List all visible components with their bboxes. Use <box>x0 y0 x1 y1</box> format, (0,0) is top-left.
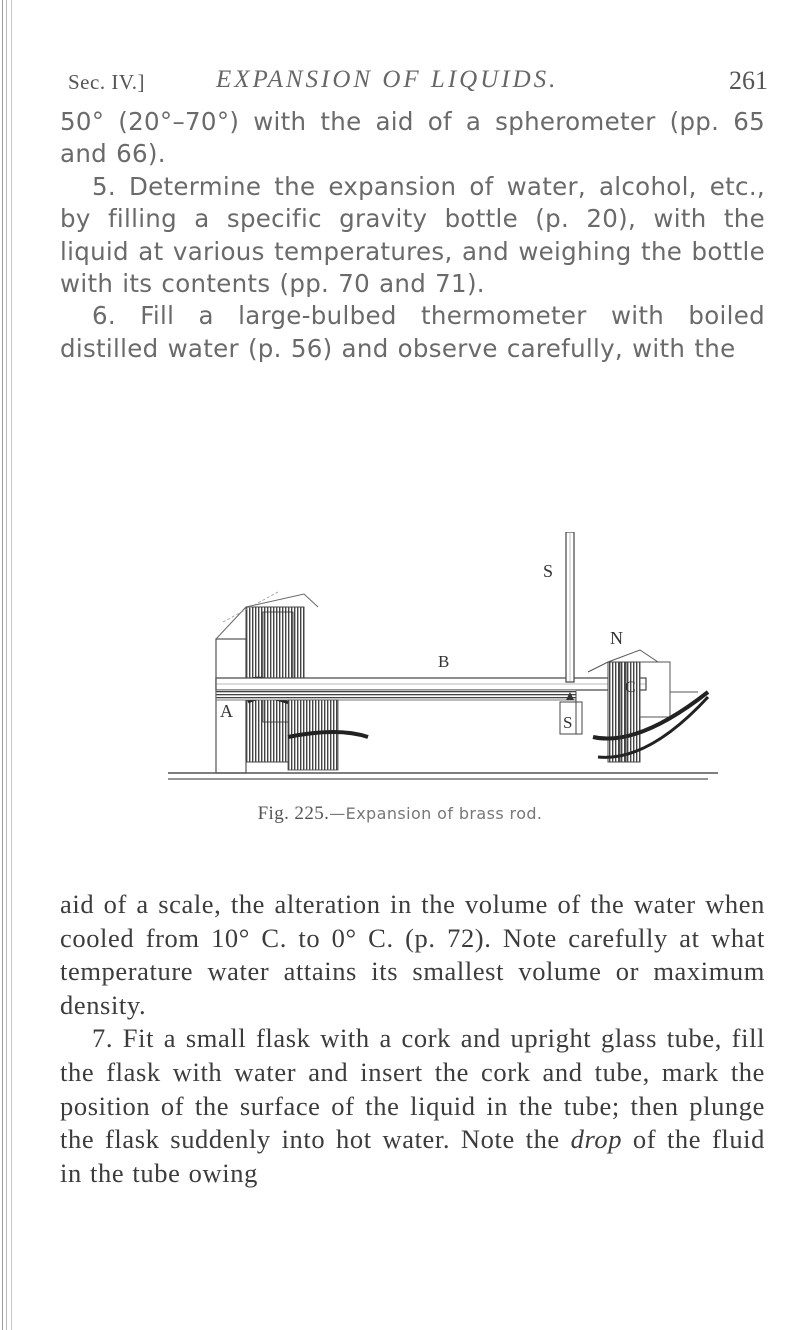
apparatus-illustration <box>168 532 728 792</box>
figure-expansion-apparatus <box>168 532 728 792</box>
running-title: EXPANSION OF LIQUIDS. <box>216 66 559 93</box>
paragraph-6-continued: aid of a scale, the alteration in the volume of the water when cooled from 10° C. to 0° C. (p. 72). Note carefully at what temperature water attains its smallest volume or maximum density. <box>60 889 765 1020</box>
figure-label-b: B <box>438 652 450 671</box>
paragraph-7-text: 7. Fit a small flask with a cork and upright glass tube, fill the flask with water and insert the cork and tube, mark the position of the surface of the liquid in the tube; then plunge the flask suddenly into hot water. Note the <box>60 1023 765 1155</box>
section-label: Sec. IV.] <box>68 70 146 94</box>
binding-edge-line <box>6 0 7 1330</box>
figure-label-s-upper: S <box>543 561 554 581</box>
page-header <box>68 66 768 100</box>
binding-edge-line <box>2 0 3 1330</box>
binding-edge-line <box>11 0 12 1330</box>
text-block-top <box>60 106 765 365</box>
figure-label-c: C <box>625 679 636 696</box>
figure-label-a: A <box>220 701 233 721</box>
paragraph-continued: 50° (20°–70°) with the aid of a spherometer (pp. 65 and 66). <box>60 107 765 169</box>
paragraph-7-text-end: of the fluid in the tube owing <box>60 1124 765 1188</box>
figure-label-n: N <box>610 628 623 648</box>
figure-label-s-lower: S <box>563 713 573 732</box>
page-number: 261 <box>729 66 768 95</box>
figure-caption <box>0 803 800 825</box>
text-block-bottom <box>60 888 765 1190</box>
paragraph-7 <box>60 1022 765 1190</box>
paragraph-5: 5. Determine the expansion of water, alcohol, etc., by filling a specific gravity bottle (p. 20), with the liquid at various temperatures, and weighing the bottle with its contents (pp. 70 and 71). <box>60 171 765 299</box>
paragraph-7-italic-word: drop <box>570 1124 623 1155</box>
paragraph-6: 6. Fill a large-bulbed thermometer with boiled distilled water (p. 56) and observe carefully, with the <box>60 301 765 363</box>
figure-caption-text: —Expansion of brass rod. <box>329 804 543 823</box>
figure-number: Fig. 225. <box>257 803 330 824</box>
